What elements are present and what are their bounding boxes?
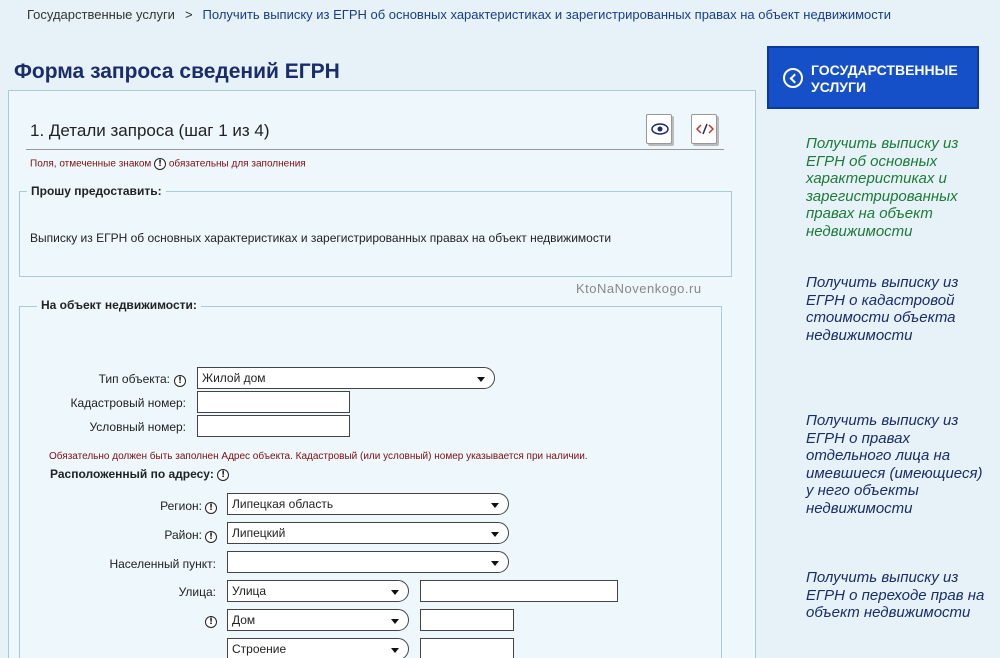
watermark: KtoNaNovenkogo.ru bbox=[576, 281, 702, 296]
sidebar-link-rights-transfer[interactable]: Получить выписку из ЕГРН о переходе прав на объект недвижимости bbox=[806, 569, 985, 621]
cadastral-number-input[interactable] bbox=[197, 391, 350, 413]
house-type-select[interactable]: Дом bbox=[227, 609, 409, 631]
sidebar-link-person-rights[interactable]: Получить выписку из ЕГРН о правах отдельного лица на имевшиеся (имеющиеся) у него объекты недвижимости bbox=[806, 412, 983, 517]
locality-select[interactable] bbox=[227, 551, 509, 573]
dropdown-arrow-icon bbox=[477, 377, 485, 382]
sidebar-link-cadastral-value[interactable]: Получить выписку из ЕГРН о кадастровой стоимости объекта недвижимости bbox=[806, 274, 959, 344]
region-select[interactable]: Липецкая область bbox=[227, 493, 509, 515]
dropdown-arrow-icon bbox=[391, 590, 399, 595]
info-icon: ! bbox=[217, 469, 229, 481]
info-icon: ! bbox=[154, 158, 166, 170]
breadcrumb-separator: > bbox=[184, 7, 193, 22]
district-select[interactable]: Липецкий bbox=[227, 522, 509, 544]
sidebar-link-main-characteristics[interactable]: Получить выписку из ЕГРН об основных характеристиках и зарегистрированных правах на объект недвижимости bbox=[806, 135, 959, 240]
required-note-before: Поля, отмеченные знаком bbox=[30, 158, 152, 170]
object-type-value: Жилой дом bbox=[202, 371, 266, 385]
request-legend: Прошу предоставить: bbox=[27, 184, 166, 198]
eye-document-icon[interactable] bbox=[646, 114, 672, 144]
breadcrumb-home-link[interactable]: Государственные услуги bbox=[27, 7, 175, 22]
address-required-note: Обязательно должен быть заполнен Адрес объекта. Кадастровый (или условный) номер указывается при наличии. bbox=[49, 451, 588, 462]
district-label: Район: bbox=[164, 528, 202, 542]
dropdown-arrow-icon bbox=[491, 561, 499, 566]
required-fields-note bbox=[30, 158, 306, 170]
info-icon: ! bbox=[205, 531, 217, 543]
street-label: Улица: bbox=[178, 585, 216, 599]
info-icon: ! bbox=[174, 375, 186, 387]
state-services-button[interactable] bbox=[767, 46, 979, 109]
breadcrumb-current[interactable]: Получить выписку из ЕГРН об основных характеристиках и зарегистрированных правах на объект недвижимости bbox=[202, 7, 891, 22]
region-label: Регион: bbox=[160, 499, 202, 513]
request-text: Выписку из ЕГРН об основных характеристиках и зарегистрированных правах на объект недвижимости bbox=[30, 231, 612, 245]
step-divider bbox=[26, 149, 724, 150]
conditional-number-input[interactable] bbox=[197, 415, 350, 437]
house-number-input[interactable] bbox=[420, 609, 514, 631]
object-type-select[interactable] bbox=[197, 367, 495, 389]
state-services-button-line1: ГОСУДАРСТВЕННЫЕ bbox=[811, 62, 958, 78]
info-icon: ! bbox=[205, 502, 217, 514]
object-legend: На объект недвижимости: bbox=[37, 298, 201, 312]
state-services-button-line2: УСЛУГИ bbox=[811, 79, 867, 95]
address-label: Расположенный по адресу: ! bbox=[50, 467, 229, 481]
dropdown-arrow-icon bbox=[391, 648, 399, 653]
building-number-input[interactable] bbox=[420, 638, 514, 658]
code-document-icon[interactable] bbox=[691, 114, 717, 144]
chevron-left-icon bbox=[783, 68, 803, 88]
conditional-number-label: Условный номер: bbox=[89, 420, 186, 434]
object-type-label: Тип объекта: bbox=[98, 372, 170, 386]
dropdown-arrow-icon bbox=[491, 532, 499, 537]
required-note-after: обязательны для заполнения bbox=[168, 158, 306, 170]
breadcrumb bbox=[27, 7, 891, 22]
object-fieldset bbox=[19, 306, 722, 658]
street-name-input[interactable] bbox=[420, 580, 618, 602]
locality-label: Населенный пункт: bbox=[109, 557, 216, 571]
info-icon: ! bbox=[205, 616, 217, 628]
dropdown-arrow-icon bbox=[491, 503, 499, 508]
cadastral-number-label: Кадастровый номер: bbox=[70, 396, 186, 410]
dropdown-arrow-icon bbox=[391, 619, 399, 624]
step-title: 1. Детали запроса (шаг 1 из 4) bbox=[30, 121, 270, 140]
page-title: Форма запроса сведений ЕГРН bbox=[14, 60, 340, 83]
building-type-select[interactable]: Строение bbox=[227, 638, 409, 658]
street-type-select[interactable]: Улица bbox=[227, 580, 409, 602]
